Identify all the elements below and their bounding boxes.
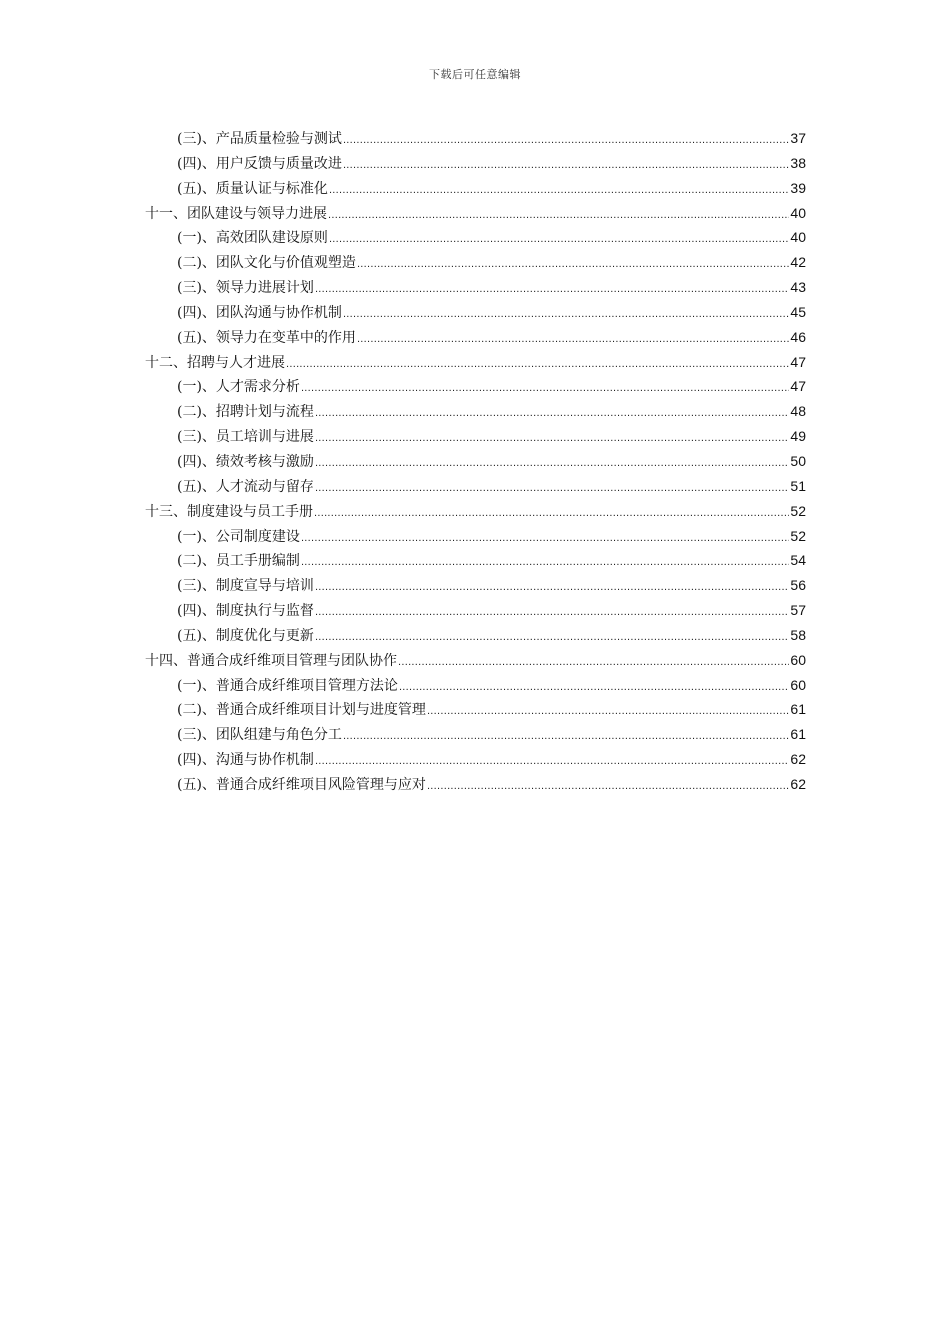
- toc-entry-page-number: 39: [790, 179, 806, 196]
- toc-entry-title: (四)、沟通与协作机制: [177, 752, 314, 769]
- toc-entry[interactable]: [145, 499, 806, 524]
- toc-dot-leader: [315, 401, 789, 424]
- toc-dot-leader: [314, 501, 789, 524]
- toc-entry-title: (三)、团队组建与角色分工: [177, 727, 342, 744]
- toc-entry-page-number: 60: [790, 676, 806, 693]
- toc-entry[interactable]: [145, 374, 806, 399]
- toc-entry-page-number: 52: [790, 502, 806, 519]
- toc-entry-title: (五)、制度优化与更新: [177, 627, 314, 644]
- toc-dot-leader: [357, 252, 789, 275]
- toc-entry-page-number: 58: [790, 626, 806, 643]
- toc-dot-leader: [343, 153, 789, 176]
- toc-entry-page-number: 47: [790, 353, 806, 370]
- toc-entry-title: (一)、高效团队建设原则: [177, 230, 328, 247]
- toc-entry-title: (二)、招聘计划与流程: [177, 404, 314, 421]
- toc-entry-title: (三)、领导力进展计划: [177, 280, 314, 297]
- toc-entry-title: (五)、普通合成纤维项目风险管理与应对: [177, 776, 426, 793]
- toc-entry-title: (一)、人才需求分析: [177, 379, 300, 396]
- toc-entry-title: (四)、团队沟通与协作机制: [177, 304, 342, 321]
- toc-entry-page-number: 47: [790, 378, 806, 395]
- toc-dot-leader: [343, 302, 789, 325]
- toc-dot-leader: [343, 128, 789, 151]
- toc-entry[interactable]: [145, 524, 806, 549]
- toc-entry-page-number: 40: [790, 229, 806, 246]
- toc-entry-page-number: 62: [790, 751, 806, 768]
- toc-entry-title: 十一、团队建设与领导力进展: [145, 205, 327, 222]
- toc-dot-leader: [315, 625, 789, 648]
- toc-entry[interactable]: [145, 201, 806, 226]
- toc-entry[interactable]: [145, 126, 806, 151]
- toc-dot-leader: [343, 724, 789, 747]
- toc-dot-leader: [399, 675, 789, 698]
- toc-dot-leader: [315, 575, 789, 598]
- toc-entry-page-number: 40: [790, 204, 806, 221]
- toc-entry[interactable]: [145, 225, 806, 250]
- toc-entry[interactable]: [145, 350, 806, 375]
- toc-entry-title: (四)、绩效考核与激励: [177, 453, 314, 470]
- toc-entry[interactable]: [145, 673, 806, 698]
- toc-entry-page-number: 62: [790, 775, 806, 792]
- toc-dot-leader: [301, 550, 789, 573]
- toc-entry[interactable]: [145, 424, 806, 449]
- toc-entry-page-number: 57: [790, 602, 806, 619]
- toc-entry[interactable]: [145, 722, 806, 747]
- toc-entry-title: (三)、产品质量检验与测试: [177, 131, 342, 147]
- toc-dot-leader: [328, 203, 789, 226]
- toc-entry-title: (五)、领导力在变革中的作用: [177, 329, 356, 346]
- toc-entry[interactable]: [145, 325, 806, 350]
- toc-entry-title: (五)、人才流动与留存: [177, 478, 314, 495]
- toc-entry-title: (五)、质量认证与标准化: [177, 180, 328, 197]
- toc-entry-page-number: 42: [790, 254, 806, 271]
- toc-entry[interactable]: [145, 573, 806, 598]
- toc-dot-leader: [357, 327, 789, 350]
- toc-dot-leader: [315, 476, 789, 499]
- toc-entry-title: 十二、招聘与人才进展: [145, 354, 285, 371]
- toc-entry-title: (三)、制度宣导与培训: [177, 578, 314, 595]
- toc-entry[interactable]: [145, 623, 806, 648]
- toc-entry[interactable]: [145, 548, 806, 573]
- toc-dot-leader: [286, 352, 789, 375]
- toc-entry-page-number: 48: [790, 403, 806, 420]
- toc-entry[interactable]: [145, 275, 806, 300]
- toc-entry-page-number: 54: [790, 552, 806, 569]
- toc-entry-title: 十四、普通合成纤维项目管理与团队协作: [145, 652, 397, 669]
- toc-entry-title: (一)、公司制度建设: [177, 528, 300, 545]
- toc-entry-page-number: 51: [790, 477, 806, 494]
- toc-dot-leader: [329, 178, 789, 201]
- toc-entry-page-number: 45: [790, 303, 806, 320]
- toc-entry[interactable]: [145, 449, 806, 474]
- toc-entry-page-number: 56: [790, 577, 806, 594]
- toc-entry-title: (四)、用户反馈与质量改进: [177, 155, 342, 172]
- table-of-contents: [145, 126, 806, 797]
- toc-entry[interactable]: [145, 772, 806, 797]
- toc-dot-leader: [315, 749, 789, 772]
- toc-entry[interactable]: [145, 300, 806, 325]
- toc-dot-leader: [398, 650, 789, 673]
- toc-entry[interactable]: [145, 648, 806, 673]
- toc-entry[interactable]: [145, 250, 806, 275]
- toc-entry-page-number: 46: [790, 328, 806, 345]
- toc-entry-page-number: 43: [790, 279, 806, 296]
- toc-dot-leader: [427, 774, 789, 797]
- toc-entry[interactable]: [145, 399, 806, 424]
- toc-dot-leader: [301, 376, 789, 399]
- toc-entry-title: (二)、普通合成纤维项目计划与进度管理: [177, 702, 426, 719]
- toc-entry-page-number: 50: [790, 452, 806, 469]
- toc-entry-page-number: 61: [790, 726, 806, 743]
- toc-entry-page-number: 60: [790, 651, 806, 668]
- toc-dot-leader: [301, 526, 789, 549]
- toc-entry[interactable]: [145, 747, 806, 772]
- toc-entry-page-number: 37: [790, 130, 806, 146]
- toc-dot-leader: [315, 426, 789, 449]
- toc-entry[interactable]: [145, 598, 806, 623]
- toc-entry-page-number: 38: [790, 154, 806, 171]
- toc-dot-leader: [427, 699, 789, 722]
- page-header-note: 下载后可任意编辑: [429, 68, 521, 81]
- toc-entry[interactable]: [145, 474, 806, 499]
- toc-dot-leader: [315, 277, 789, 300]
- toc-entry-title: (三)、员工培训与进展: [177, 429, 314, 446]
- toc-dot-leader: [329, 227, 789, 250]
- toc-entry-title: (一)、普通合成纤维项目管理方法论: [177, 677, 398, 694]
- toc-entry-title: (四)、制度执行与监督: [177, 603, 314, 620]
- toc-entry[interactable]: [145, 176, 806, 201]
- toc-entry-title: (二)、团队文化与价值观塑造: [177, 255, 356, 272]
- toc-entry-page-number: 52: [790, 527, 806, 544]
- toc-entry[interactable]: [145, 151, 806, 176]
- toc-entry[interactable]: [145, 697, 806, 722]
- toc-entry-title: (二)、员工手册编制: [177, 553, 300, 570]
- toc-entry-title: 十三、制度建设与员工手册: [145, 503, 313, 520]
- toc-entry-page-number: 61: [790, 701, 806, 718]
- toc-entry-page-number: 49: [790, 428, 806, 445]
- toc-dot-leader: [315, 600, 789, 623]
- toc-dot-leader: [315, 451, 789, 474]
